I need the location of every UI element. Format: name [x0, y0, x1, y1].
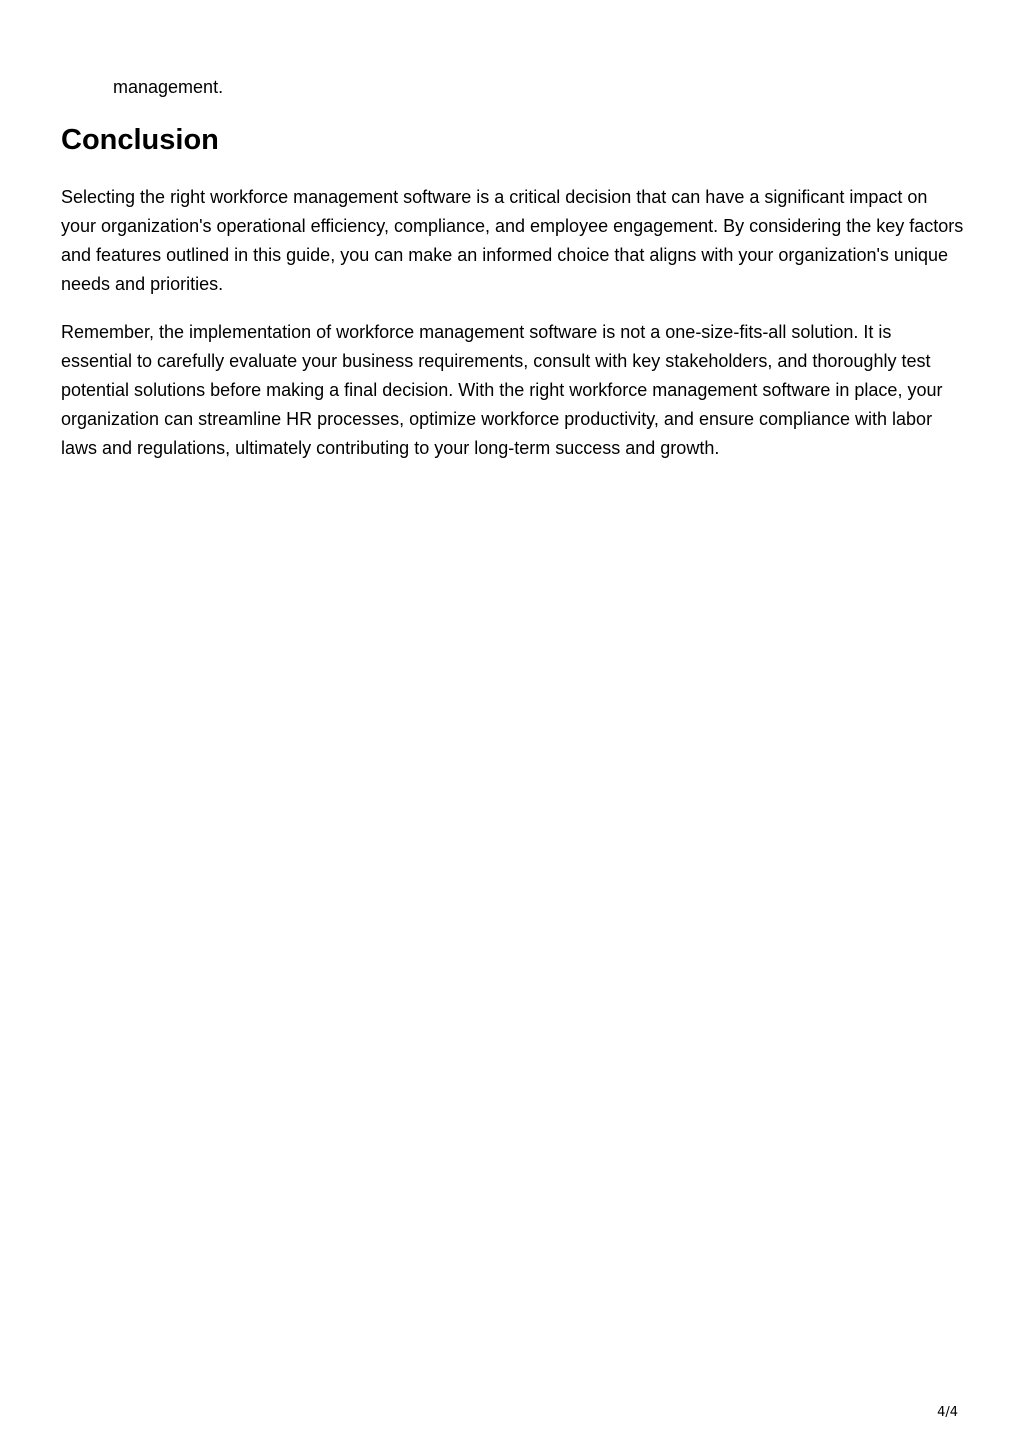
list-item-continuation: management.: [113, 77, 224, 97]
page-number: 4/4: [937, 1405, 958, 1420]
conclusion-paragraph-1: Selecting the right workforce management software is a critical decision that can have a significant impact on your organization's operational efficiency, compliance, and employee engagement. By considering the key factors and features outlined in this guide, you can make an informed choice that aligns with your organization's unique needs and priorities.: [61, 187, 964, 294]
section-heading-conclusion: Conclusion: [61, 124, 219, 156]
conclusion-paragraph-2: Remember, the implementation of workforce management software is not a one-size-fits-all solution. It is essential to carefully evaluate your business requirements, consult with key stakeholders, and thoroughly test potential solutions before making a final decision. With the right workforce management software in place, your organization can streamline HR processes, optimize workforce productivity, and ensure compliance with labor laws and regulations, ultimately contributing to your long-term success and growth.: [61, 322, 943, 458]
